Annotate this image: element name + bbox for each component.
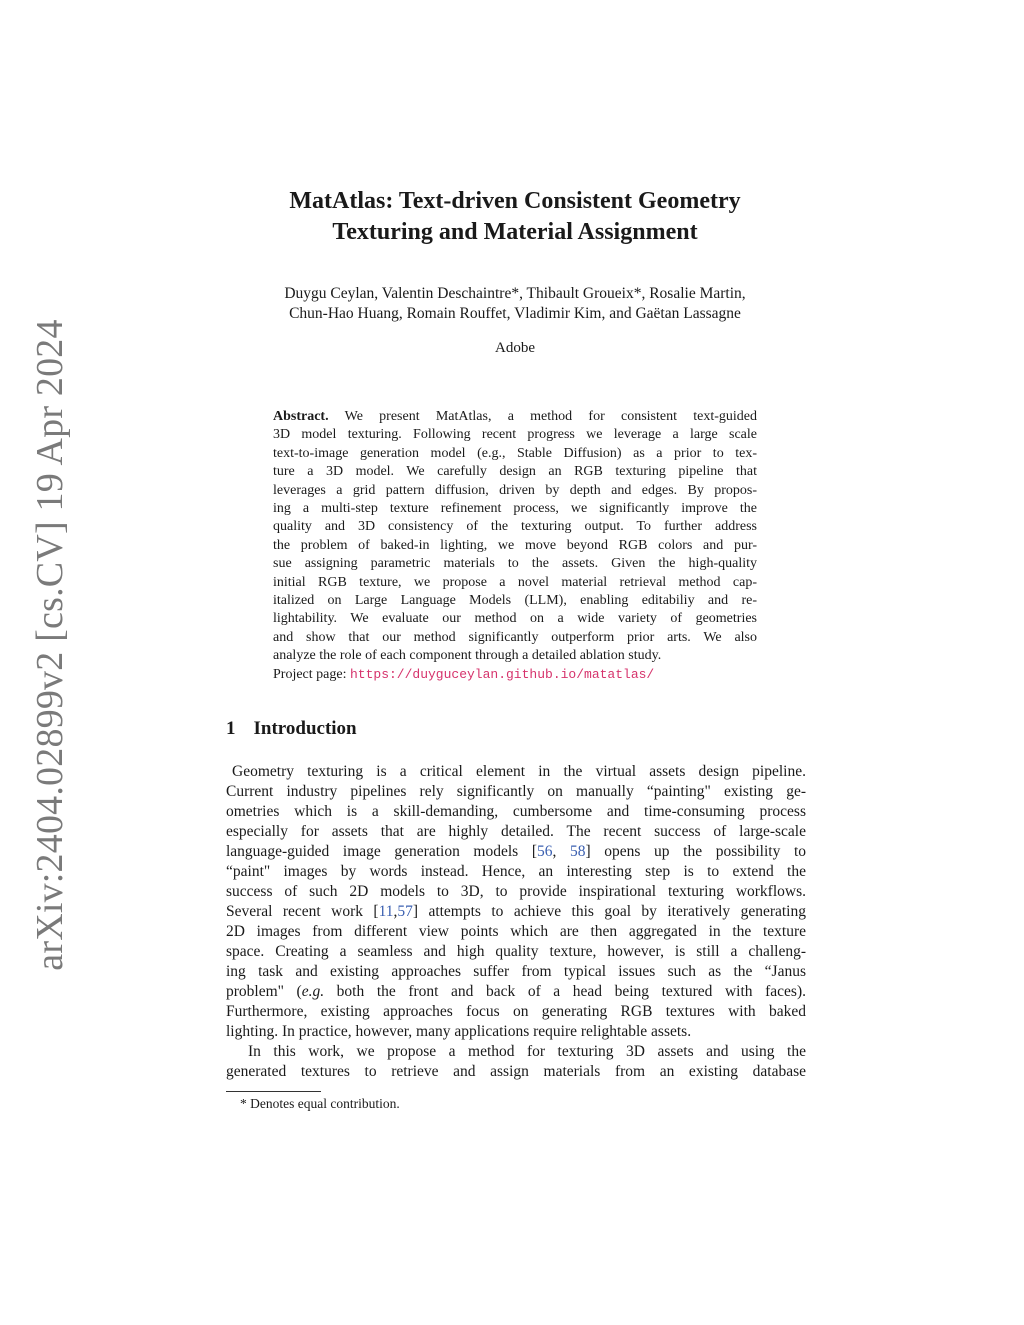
abstract-line: ing a multi-step texture refinement process, we significantly improve the xyxy=(273,501,757,517)
footnote-divider xyxy=(226,1091,321,1092)
paragraph-line: Current industry pipelines rely significantly on manually “painting" existing ge- xyxy=(226,783,806,800)
arxiv-identifier: arXiv:2404.02899v2 [cs.CV] 19 Apr 2024 xyxy=(29,319,71,971)
paragraph-line: generated textures to retrieve and assign materials from an existing database xyxy=(226,1063,806,1080)
text-run: Several recent work [ xyxy=(226,903,379,920)
abstract-line: and show that our method significantly outperform prior arts. We also xyxy=(273,629,757,645)
abstract-line xyxy=(273,408,757,426)
paragraph-line xyxy=(226,902,806,922)
title-line: Texturing and Material Assignment xyxy=(332,219,698,245)
paper-title xyxy=(215,186,815,248)
text-run: both the front and back of a head being textured with faces). xyxy=(324,983,806,1000)
affiliation: Adobe xyxy=(495,340,535,356)
author-list xyxy=(215,284,815,324)
introduction-body xyxy=(226,762,806,1082)
text-run: , xyxy=(552,843,570,860)
abstract-keyword: Abstract. xyxy=(273,409,329,424)
citation-link[interactable]: 11 xyxy=(378,903,394,920)
emphasis: e.g. xyxy=(301,983,325,1000)
text-run: ] opens up the possibility to xyxy=(585,843,807,860)
abstract-line: sue assigning parametric materials to the assets. Given the high-quality xyxy=(273,556,757,572)
abstract-line: lightability. We evaluate our method on a wide variety of geometries xyxy=(273,611,757,627)
text-run: , xyxy=(393,903,398,920)
paragraph-line: “paint" images by words instead. Hence, an interesting step is to extend the xyxy=(226,863,806,880)
abstract-line: ture a 3D model. We carefully design an RGB texturing pipeline that xyxy=(273,464,757,480)
paragraph-line: ing task and existing approaches suffer from typical issues such as the “Janus xyxy=(226,963,806,980)
section-title: Introduction xyxy=(253,718,357,739)
abstract xyxy=(273,408,757,684)
paragraph-line: ometries which is a skill-demanding, cumbersome and time-consuming process xyxy=(226,803,806,820)
citation-link[interactable]: 56 xyxy=(537,843,553,860)
abstract-text: We present MatAtlas, a method for consistent text-guided xyxy=(328,409,757,424)
paragraph-line: success of such 2D models to 3D, to provide inspirational texturing workflows. xyxy=(226,883,806,900)
title-line: MatAtlas: Text-driven Consistent Geometry xyxy=(289,188,741,214)
abstract-line: leverages a grid pattern diffusion, driven by depth and edges. By propos- xyxy=(273,482,757,498)
footnote: * Denotes equal contribution. xyxy=(240,1096,400,1111)
citation-link[interactable]: 57 xyxy=(397,903,413,920)
section-number: 1 xyxy=(226,718,236,739)
paragraph-line xyxy=(226,842,806,862)
author-line: Chun-Hao Huang, Romain Rouffet, Vladimir Kim, and Gaëtan Lassagne xyxy=(289,305,741,322)
paragraph-line: space. Creating a seamless and high quality texture, however, is still a challeng- xyxy=(226,943,806,960)
abstract-line: 3D model texturing. Following recent progress we leverage a large scale xyxy=(273,427,757,443)
paragraph-line: lighting. In practice, however, many applications require relightable assets. xyxy=(226,1023,692,1040)
paragraph-line: Furthermore, existing approaches focus on generating RGB textures with baked xyxy=(226,1003,806,1020)
text-run: problem" ( xyxy=(226,983,302,1000)
paragraph-line: especially for assets that are highly detailed. The recent success of large-scale xyxy=(226,823,806,840)
citation-link[interactable]: 58 xyxy=(570,843,586,860)
abstract-line: italized on Large Language Models (LLM), enabling editabiliy and re- xyxy=(273,593,757,609)
text-run: ] attempts to achieve this goal by iteratively generating xyxy=(412,903,806,920)
section-heading-introduction xyxy=(226,718,357,740)
project-page-label: Project page: xyxy=(273,666,350,682)
paragraph-line: 2D images from different view points which are then aggregated in the texture xyxy=(226,923,806,940)
paragraph-line: In this work, we propose a method for texturing 3D assets and using the xyxy=(248,1043,806,1060)
project-page-line xyxy=(273,666,757,684)
author-line: Duygu Ceylan, Valentin Deschaintre*, Thibault Groueix*, Rosalie Martin, xyxy=(284,285,746,302)
abstract-line: quality and 3D consistency of the texturing output. To further address xyxy=(273,519,757,535)
paragraph-line: Geometry texturing is a critical element in the virtual assets design pipeline. xyxy=(232,763,806,780)
text-run: language-guided image generation models [ xyxy=(226,843,537,860)
project-page-link[interactable]: https://duyguceylan.github.io/matatlas/ xyxy=(349,666,655,682)
abstract-line: the problem of baked-in lighting, we move beyond RGB colors and pur- xyxy=(273,537,757,553)
abstract-line: text-to-image generation model (e.g., Stable Diffusion) as a prior to tex- xyxy=(273,445,757,461)
abstract-line: initial RGB texture, we propose a novel material retrieval method cap- xyxy=(273,574,757,590)
paragraph-line xyxy=(226,982,806,1002)
abstract-line: analyze the role of each component through a detailed ablation study. xyxy=(273,648,662,664)
